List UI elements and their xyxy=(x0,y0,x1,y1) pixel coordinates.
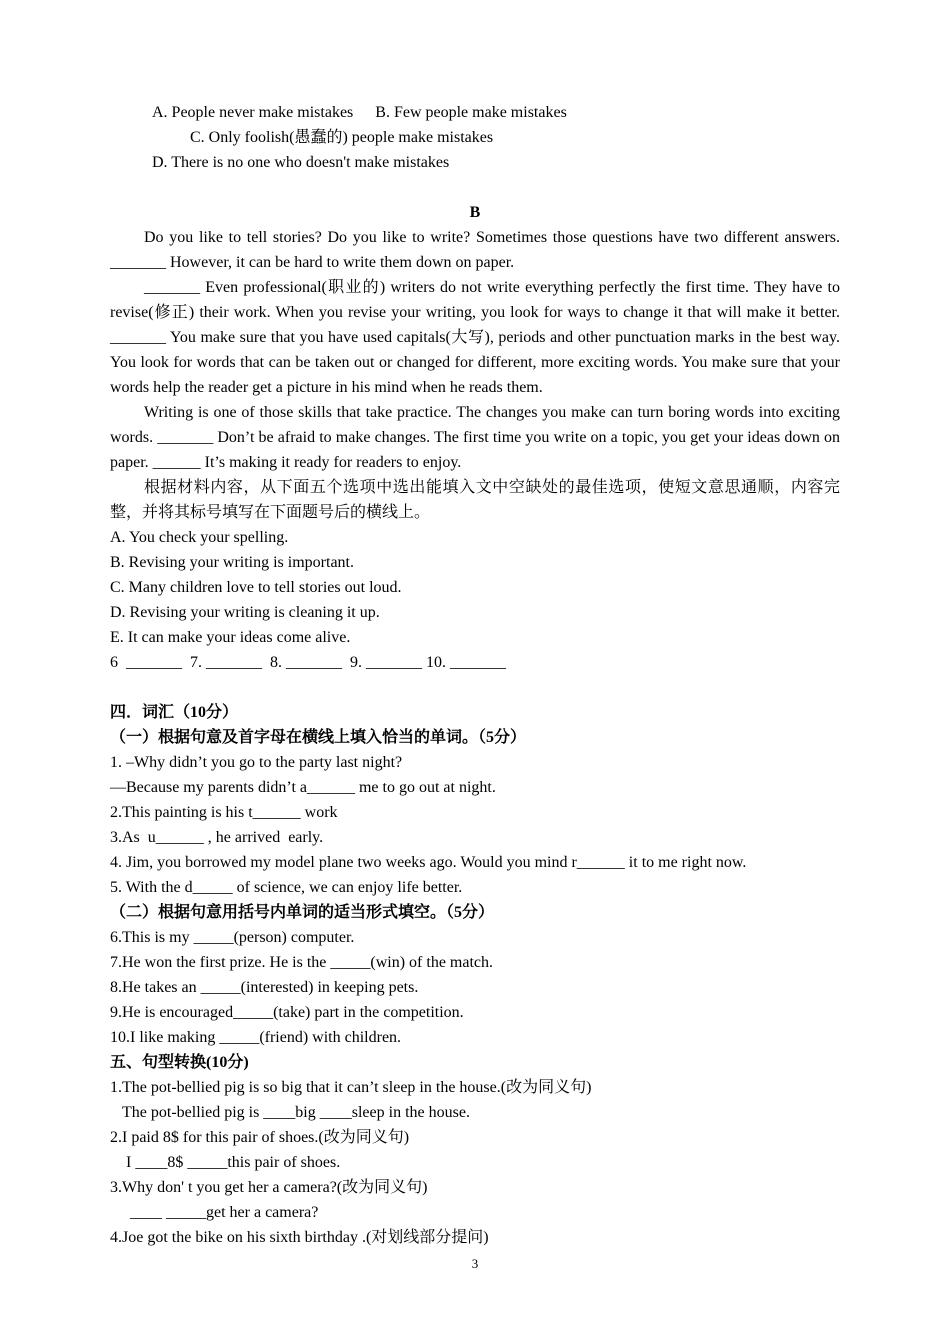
q5-options-ab xyxy=(110,100,840,125)
section-4-part1-heading: （一）根据句意及首字母在横线上填入恰当的单词。（5分） xyxy=(110,729,527,746)
transform-item: 2.I paid 8$ for this pair of shoes.(改为同义句) xyxy=(110,1129,410,1146)
word-form-item: 7.He won the first prize. He is the _____(win) of the match. xyxy=(110,954,494,971)
word-form-item: 6.This is my _____(person) computer. xyxy=(110,929,355,946)
answer-blanks-line: 6 _______ 7. _______ 8. _______ 9. _______ 10. _______ xyxy=(110,654,506,671)
word-form-item: 8.He takes an _____(interested) in keeping pets. xyxy=(110,979,419,996)
choice-option: C. Many children love to tell stories out loud. xyxy=(110,579,402,596)
option-b: B. Few people make mistakes xyxy=(375,104,567,121)
vocab-item: 4. Jim, you borrowed my model plane two weeks ago. Would you mind r______ it to me right now. xyxy=(110,854,747,871)
vocab-item: 5. With the d_____ of science, we can enjoy life better. xyxy=(110,879,463,896)
option-d: D. There is no one who doesn't make mistakes xyxy=(152,154,450,171)
choice-option: B. Revising your writing is important. xyxy=(110,554,354,571)
document-page xyxy=(110,100,840,1250)
choice-option: A. You check your spelling. xyxy=(110,529,289,546)
vocab-item: 1. –Why didn’t you go to the party last night? xyxy=(110,754,403,771)
choice-option: D. Revising your writing is cleaning it up. xyxy=(110,604,380,621)
section-4-heading: 四．词汇（10分） xyxy=(110,704,239,721)
option-c: C. Only foolish(愚蠢的) people make mistakes xyxy=(190,129,494,146)
transform-answer: The pot-bellied pig is ____big ____sleep in the house. xyxy=(122,1104,470,1121)
transform-item: 3.Why don' t you get her a camera?(改为同义句) xyxy=(110,1179,428,1196)
option-a: A. People never make mistakes xyxy=(152,104,354,121)
transform-item: 1.The pot-bellied pig is so big that it can’t sleep in the house.(改为同义句) xyxy=(110,1079,592,1096)
word-form-item: 9.He is encouraged_____(take) part in the competition. xyxy=(110,1004,464,1021)
passage-paragraph-2: _______ Even professional(职业的) writers do not write everything perfectly the first time. They have to revise(修正) their work. When you revise your writing, you look for ways to change it that will make it better. _______ You make sure that you have used capitals(大写), periods and other punctuation marks in the best way. You look for words that can be taken out or changed for different, more exciting words. You make sure that your words help the reader get a picture in his mind when he reads them. xyxy=(110,279,840,396)
word-form-item: 10.I like making _____(friend) with children. xyxy=(110,1029,402,1046)
instruction-text: 根据材料内容，从下面五个选项中选出能填入文中空缺处的最佳选项，使短文意思通顺，内容完整，并将其标号填写在下面题号后的横线上。 xyxy=(110,479,840,521)
section-b-heading: B xyxy=(469,204,481,221)
choice-option: E. It can make your ideas come alive. xyxy=(110,629,351,646)
section-4-part2-heading: （二）根据句意用括号内单词的适当形式填空。（5分） xyxy=(110,904,495,921)
transform-answer: I ____8$ _____this pair of shoes. xyxy=(126,1154,341,1171)
vocab-item: —Because my parents didn’t a______ me to go out at night. xyxy=(110,779,496,796)
passage-paragraph-3: Writing is one of those skills that take practice. The changes you make can turn boring words into exciting words. _______ Don’t be afraid to make changes. The first time you write on a topic, you get your ideas down on paper. ______ It’s making it ready for readers to enjoy. xyxy=(110,404,840,471)
passage-paragraph-1: Do you like to tell stories? Do you like to write? Sometimes those questions have two different answers. _______ However, it can be hard to write them down on paper. xyxy=(110,229,840,271)
transform-item: 4.Joe got the bike on his sixth birthday .(对划线部分提问) xyxy=(110,1229,489,1246)
vocab-item: 3.As u______ , he arrived early. xyxy=(110,829,324,846)
section-5-heading: 五、句型转换(10分) xyxy=(110,1054,249,1071)
vocab-item: 2.This painting is his t______ work xyxy=(110,804,338,821)
transform-answer: ____ _____get her a camera? xyxy=(130,1204,319,1221)
page-number: 3 xyxy=(471,1256,479,1271)
